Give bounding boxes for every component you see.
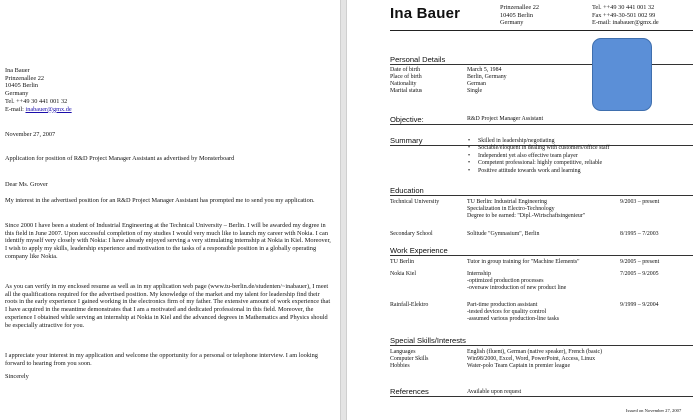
cv-address: [500, 4, 539, 27]
sender-country: Germany: [5, 90, 29, 98]
section-heading-personal: Personal Details: [390, 55, 446, 64]
objective-value: R&D Project Manager Assistant: [467, 116, 544, 122]
section-rule: [390, 396, 693, 397]
cv-city: 10405 Berlin: [500, 11, 534, 19]
header-rule: [390, 30, 693, 31]
entry-line: Part-time production assistant: [467, 302, 538, 308]
entry-date: 7/2005 – 9/2005: [620, 271, 659, 277]
row-value: Water-polo Team Captain in premier league: [467, 363, 571, 369]
summary-item: • Positive attitude towards work and learning: [464, 168, 684, 175]
row-value: English (fluent), German (native speaker), French (basic): [467, 349, 603, 355]
sender-block: [5, 67, 333, 113]
sender-street: Prinzenallee 22: [5, 74, 44, 82]
letter-salutation: Dear Ms. Grover: [5, 181, 48, 188]
summary-item: • Independent yet also effective team player: [464, 153, 684, 160]
entry-details: [467, 231, 617, 238]
row-value: March 5, 1984: [467, 67, 502, 73]
entry-label: Technical University: [390, 199, 440, 205]
entry-label: Rainfall-Elektro: [390, 302, 429, 308]
summary-item: • Skilled in leadership/negotiating: [464, 138, 684, 145]
letter-paragraph-1: My interest in the advertised position for an R&D Project Manager Assistant has prompted me to send you my application.: [5, 197, 315, 204]
row-value: Single: [467, 88, 483, 94]
section-heading-work: Work Experience: [390, 246, 448, 255]
row-label: Place of birth: [390, 74, 422, 80]
entry-details: [467, 259, 617, 266]
cv-phone: Tel. ++49 30 441 001 32: [592, 4, 655, 11]
entry-label: Nokia Kiel: [390, 271, 417, 277]
entry-details: [467, 302, 617, 323]
cv-email: E-mail: inabauer@gmx.de: [592, 19, 659, 27]
summary-item: • Competent professional: highly competitive, reliable: [464, 160, 684, 167]
letter-subject: Application for position of R&D Project Manager Assistant as advertised by Monsterboard: [5, 155, 235, 162]
entry-details: [467, 199, 617, 220]
issued-date: Issued on November 27, 2007: [626, 408, 682, 413]
row-value: German: [467, 81, 486, 87]
entry-line: Specialization in Electro-Technology: [467, 206, 555, 212]
row-label: Marital status: [390, 88, 423, 94]
section-heading-objective: Objective:: [390, 115, 424, 124]
entry-line: Solitude "Gymnasium", Berlin: [467, 231, 540, 237]
entry-line: Tutor in group training for "Machine Elements": [467, 259, 580, 265]
entry-line: -oversaw introduction of new product line: [467, 285, 567, 291]
cv-country: Germany: [500, 19, 524, 27]
letter-date: November 27, 2007: [5, 131, 56, 138]
cv-contact: [592, 4, 659, 27]
cv-name: Ina Bauer: [390, 5, 461, 22]
row-label: Computer Skills: [390, 356, 429, 362]
cover-letter-page: [0, 0, 340, 420]
section-rule: [390, 255, 693, 256]
email-label: E-mail:: [5, 105, 26, 113]
entry-line: TU Berlin: Industrial Engineering: [467, 199, 547, 205]
summary-item: • Sociable/eloquent in dealing with customers/office staff: [464, 145, 684, 152]
section-heading-references: References: [390, 387, 429, 396]
section-rule: [390, 195, 693, 196]
entry-label: TU Berlin: [390, 259, 415, 265]
letter-paragraph-2: Since 2000 I have been a student of Industrial Engineering at the Technical University – Berlin. I will be awarded my degree in this field in June 2007. Upon successful completion of my studies I would very much like to launch my career with Nokia. I can identify myself very closely with Nokia: I have already enjoyed serving a very stimulating internship at Nokia in Kiel. Moreover, I wish to apply my skills, leadership experience and motivation to the tasks of a responsible position in a globally operating company like Nokia.: [5, 222, 331, 260]
entry-line: Degree to be earned: "Dipl.-Wirtschaftsingenieur": [467, 213, 586, 219]
entry-line: -assumed various production-line tasks: [467, 316, 560, 322]
entry-date: 9/2003 – present: [620, 199, 660, 205]
entry-line: -optimized production processes: [467, 278, 544, 284]
cv-fax: Fax ++49-30-501 002 99: [592, 11, 656, 19]
entry-date: 9/1999 – 9/2004: [620, 302, 659, 308]
entry-line: -tested devices for quality control: [467, 309, 547, 315]
section-heading-education: Education: [390, 186, 424, 195]
entry-line: Internship: [467, 271, 491, 277]
letter-paragraph-3: As you can verify in my enclosed resume as well as in my application web page (www.tu-berlin.de/studenten/~inabauer), I meet all the qualifications required for the advertised position. My knowledge of the market and my talent for leadership find their roots in the early experience I gained working in the electronics firm of my father. The extensive amount of work experience that I have acquired in the meantime demonstrates that I am a motivated and dedicated professional in this field. Moreover, the experience I obtained while serving an internship at Nokia in Kiel and the advanced degrees in Mathematics and Physics should be especially attractive for you.: [5, 283, 331, 329]
entry-details: [467, 271, 617, 292]
section-rule: [390, 345, 693, 346]
references-value: Available upon request: [467, 389, 522, 395]
row-value: Berlin, Germany: [467, 74, 507, 80]
section-heading-skills: Special Skills/Interests: [390, 336, 466, 345]
entry-date: 8/1995 – 7/2003: [620, 231, 659, 237]
section-heading-summary: Summary: [390, 136, 423, 145]
summary-list: [464, 138, 684, 175]
letter-closing: Sincerely: [5, 373, 29, 380]
sender-city: 10405 Berlin: [5, 82, 39, 90]
cv-street: Prinzenallee 22: [500, 4, 539, 11]
photo-placeholder: [592, 38, 652, 111]
cv-page: [347, 0, 700, 420]
section-rule: [390, 124, 693, 125]
email-link[interactable]: inabauer@gmx.de: [25, 105, 72, 113]
row-label: Hobbies: [390, 363, 410, 369]
row-label: Date of birth: [390, 67, 421, 73]
row-label: Nationality: [390, 81, 417, 87]
page-divider: [340, 0, 347, 420]
row-label: Languages: [390, 349, 416, 355]
letter-paragraph-4: I appreciate your interest in my application and welcome the opportunity for a personal or telephone interview. I am looking forward to hearing from you soon.: [5, 352, 318, 367]
entry-date: 9/2005 – present: [620, 259, 660, 265]
entry-label: Secondary School: [390, 231, 433, 237]
row-value: Win98/2000, Excel, Word, PowerPoint, Access, Linux: [467, 356, 596, 362]
sender-name: Ina Bauer: [5, 67, 30, 74]
sender-phone: Tel. ++49 30 441 001 32: [5, 97, 68, 105]
sender-email-line: [5, 106, 333, 114]
